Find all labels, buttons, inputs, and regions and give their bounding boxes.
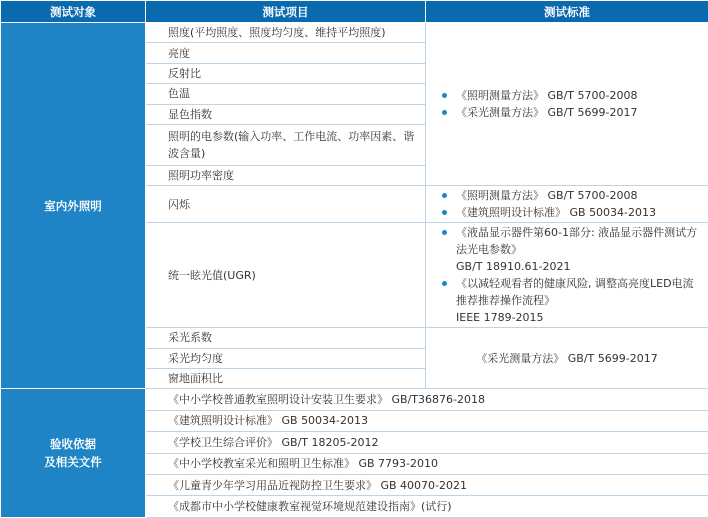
standard-list	[442, 224, 700, 326]
standard-list	[442, 187, 700, 221]
standard-list-item	[442, 224, 700, 275]
header-test-object: 测试对象	[1, 1, 146, 23]
standard-title: 《以减轻观看者的健康风险, 调整高亮度LED电流推荐推荐操作流程》	[456, 277, 694, 308]
standard-list-item	[442, 275, 700, 326]
standard-list-item: 《建筑照明设计标准》 GB 50034-2013	[442, 204, 700, 221]
test-item: 色温	[146, 84, 426, 104]
category-indoor-outdoor-lighting: 室内外照明	[1, 23, 146, 389]
reference-document: 《儿童青少年学习用品近视防控卫生要求》 GB 40070-2021	[146, 475, 708, 496]
header-test-standard: 测试标准	[426, 1, 708, 23]
test-item: 采光均匀度	[146, 348, 426, 368]
header-test-item: 测试项目	[146, 1, 426, 23]
category-acceptance-basis	[1, 389, 146, 518]
standard-list	[442, 87, 700, 121]
header-row	[1, 1, 708, 23]
standard-cell	[426, 222, 708, 327]
reference-document: 《中小学校普通教室照明设计安装卫生要求》 GB/T36876-2018	[146, 389, 708, 410]
test-item: 统一眩光值(UGR)	[146, 222, 426, 327]
test-item: 窗地面积比	[146, 368, 426, 388]
test-item: 照明功率密度	[146, 165, 426, 185]
standard-code: GB/T 18910.61-2021	[456, 260, 571, 274]
reference-document: 《建筑照明设计标准》 GB 50034-2013	[146, 410, 708, 431]
test-item: 显色指数	[146, 104, 426, 124]
test-item: 亮度	[146, 43, 426, 63]
test-item: 照明的电参数(输入功率、工作电流、功率因素、谐波含量)	[146, 125, 426, 166]
standard-cell	[426, 186, 708, 223]
test-item: 闪烁	[146, 186, 426, 223]
test-item: 反射比	[146, 63, 426, 83]
standard-cell: 《采光测量方法》 GB/T 5699-2017	[426, 328, 708, 389]
test-item: 照度(平均照度、照度均匀度、维持平均照度)	[146, 23, 426, 43]
standard-code: IEEE 1789-2015	[456, 311, 544, 325]
category-line: 及相关文件	[44, 455, 102, 470]
standard-list-item: 《照明测量方法》 GB/T 5700-2008	[442, 87, 700, 104]
category-line: 验收依据	[50, 437, 96, 452]
test-item: 采光系数	[146, 328, 426, 348]
reference-document: 《学校卫生综合评价》 GB/T 18205-2012	[146, 432, 708, 453]
standard-title: 《液晶显示器件第60-1部分: 液晶显示器件测试方法光电参数》	[456, 226, 698, 257]
standard-list-item: 《照明测量方法》 GB/T 5700-2008	[442, 187, 700, 204]
reference-document: 《中小学校教室采光和照明卫生标准》 GB 7793-2010	[146, 453, 708, 474]
standard-cell	[426, 23, 708, 186]
reference-document: 《成都市中小学校健康教室视觉环境规范建设指南》(试行)	[146, 496, 708, 518]
standard-list-item: 《采光测量方法》 GB/T 5699-2017	[442, 104, 700, 121]
